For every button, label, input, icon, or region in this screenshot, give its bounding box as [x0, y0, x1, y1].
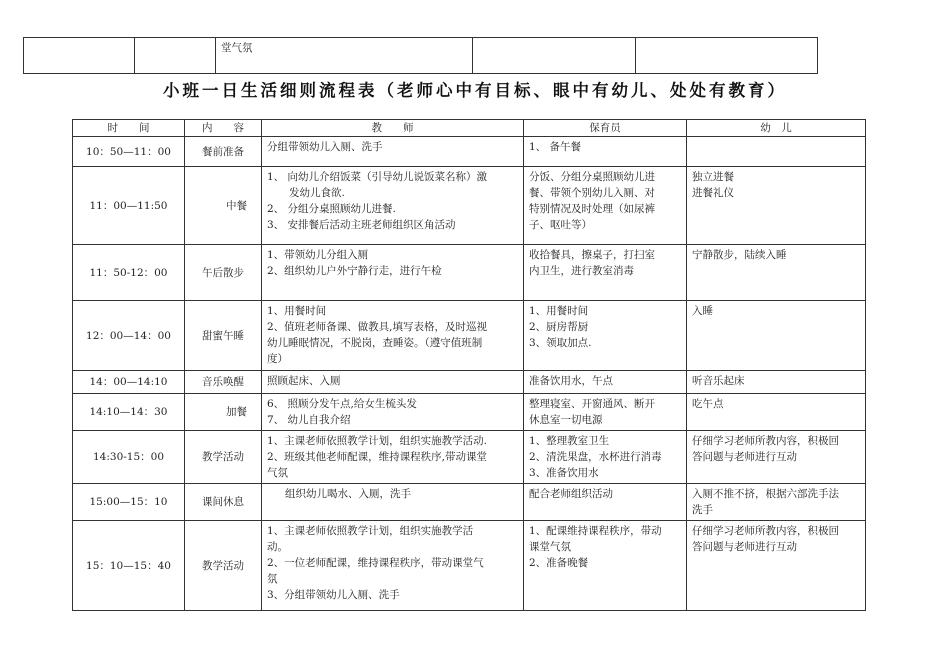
table-row [73, 431, 866, 484]
duty-line: 7、 幼儿自我介绍 [267, 414, 351, 426]
teacher-duties-cell [262, 521, 524, 611]
duty-line: 2、 分组分桌照顾幼儿进餐. [267, 203, 396, 215]
child-duties-cell [687, 484, 866, 521]
child-duties-cell [687, 394, 866, 431]
activity-cell: 教学活动 [185, 431, 262, 484]
duty-line: 宁静散步，陆续入睡 [692, 249, 787, 261]
duty-line: 氛 [267, 573, 278, 585]
activity-cell: 甜蜜午睡 [185, 301, 262, 371]
time-cell: 14：00—14:10 [73, 371, 185, 394]
activity-cell: 音乐唤醒 [185, 371, 262, 394]
table-row [24, 38, 818, 74]
child-duties-cell [687, 431, 866, 484]
duty-line: 1、带领幼儿分组入厕 [267, 249, 369, 261]
duty-line: 1、用餐时间 [529, 305, 589, 317]
table-row [73, 484, 866, 521]
child-duties-cell [687, 371, 866, 394]
duty-line: 内卫生，进行教室消毒 [529, 265, 634, 277]
duty-line: 1、配课维持课程秩序，带动 [529, 525, 662, 537]
activity-cell: 课间休息 [185, 484, 262, 521]
duty-line: 答问题与老师进行互动 [692, 541, 797, 553]
table-cell [473, 38, 636, 74]
duty-line: 2、班级其他老师配课，维持课程秩序,带动课堂 [267, 451, 488, 463]
duty-line: 餐、带领个别幼儿入厕、对 [529, 187, 655, 199]
column-header-teacher: 教 师 [262, 120, 524, 137]
child-duties-cell [687, 137, 866, 167]
duty-line: 分组带领幼儿入厕、洗手 [267, 141, 383, 153]
table-header-row [73, 120, 866, 137]
caregiver-duties-cell [524, 137, 687, 167]
table-cell [24, 38, 135, 74]
duty-line: 3、 安排餐后活动主班老师组织区角活动 [267, 219, 456, 231]
duty-line: 3、领取加点. [529, 337, 592, 349]
duty-line: 幼儿睡眠情况，不脱岗，查睡姿。（遵守值班制 [267, 337, 483, 349]
duty-line: 2、清洗果盘，水杯进行消毒 [529, 451, 662, 463]
teacher-duties-cell [262, 371, 524, 394]
caregiver-duties-cell [524, 521, 687, 611]
duty-line: 仔细学习老师所教内容，积极回 [692, 435, 839, 447]
duty-line: 1、 备午餐 [529, 141, 582, 153]
child-duties-cell [687, 245, 866, 301]
previous-page-table-fragment [23, 37, 818, 74]
caregiver-duties-cell [524, 484, 687, 521]
table-row [73, 394, 866, 431]
caregiver-duties-cell [524, 301, 687, 371]
table-cell [135, 38, 216, 74]
caregiver-duties-cell [524, 431, 687, 484]
duty-line: 动。 [267, 541, 288, 553]
table-row [73, 521, 866, 611]
time-cell: 11：50-12：00 [73, 245, 185, 301]
duty-line: 答问题与老师进行互动 [692, 451, 797, 463]
activity-cell: 加餐 [185, 394, 262, 431]
duty-line: 1、整理教室卫生 [529, 435, 610, 447]
duty-line: 子、呕吐等） [529, 219, 592, 231]
duty-line: 特别情况及时处理（如尿裤 [529, 203, 655, 215]
caregiver-duties-cell [524, 371, 687, 394]
column-header-time: 时 间 [73, 120, 185, 137]
duty-line: 分饭、分组分桌照顾幼儿进 [529, 171, 655, 183]
caregiver-duties-cell [524, 167, 687, 245]
duty-line: 2、一位老师配课，维持课程秩序，带动课堂气 [267, 557, 484, 569]
teacher-duties-cell [262, 301, 524, 371]
duty-line: 收拾餐具，擦桌子，打扫室 [529, 249, 655, 261]
child-duties-cell [687, 521, 866, 611]
column-header-caregiver: 保育员 [524, 120, 687, 137]
time-cell: 12：00—14：00 [73, 301, 185, 371]
child-duties-cell [687, 167, 866, 245]
duty-line: 准备饮用水，午点 [529, 375, 613, 387]
duty-line: 洗手 [692, 504, 713, 516]
duty-line: 配合老师组织活动 [529, 488, 613, 500]
table-cell: 堂气氛 [216, 38, 473, 74]
duty-line: 入厕不推不挤，根据六部洗手法 [692, 488, 839, 500]
duty-line: 2、厨房帮厨 [529, 321, 589, 333]
activity-cell: 午后散步 [185, 245, 262, 301]
teacher-duties-cell [262, 245, 524, 301]
duty-line: 入睡 [692, 305, 713, 317]
caregiver-duties-cell [524, 394, 687, 431]
time-cell: 14:10—14：30 [73, 394, 185, 431]
duty-line: 2、组织幼儿户外宁静行走，进行午检 [267, 265, 442, 277]
column-header-child: 幼 儿 [687, 120, 866, 137]
duty-line: 1、 向幼儿介绍饭菜（引导幼儿说饭菜名称）激 [267, 171, 488, 183]
table-row [73, 301, 866, 371]
table-cell [636, 38, 818, 74]
teacher-duties-cell [262, 394, 524, 431]
duty-line: 整理寝室、开窗通风、断开 [529, 398, 655, 410]
duty-line: 2、准备晚餐 [529, 557, 589, 569]
child-duties-cell [687, 301, 866, 371]
activity-cell: 中餐 [185, 167, 262, 245]
time-cell: 15：10—15：40 [73, 521, 185, 611]
duty-line: 2、值班老师备课、做教具,填写表格，及时巡视 [267, 321, 488, 333]
duty-line: 1、主课老师依照教学计划，组织实施教学活动. [267, 435, 488, 447]
teacher-duties-cell [262, 167, 524, 245]
duty-line: 休息室一切电源 [529, 414, 603, 426]
activity-cell: 餐前准备 [185, 137, 262, 167]
caregiver-duties-cell [524, 245, 687, 301]
duty-line: 课堂气氛 [529, 541, 571, 553]
daily-schedule-table [72, 119, 866, 611]
duty-line: 组织幼儿喝水、入厕，洗手 [285, 488, 411, 500]
time-cell: 10：50—11：00 [73, 137, 185, 167]
column-header-item: 内 容 [185, 120, 262, 137]
activity-cell: 教学活动 [185, 521, 262, 611]
table-row [73, 167, 866, 245]
duty-line: 仔细学习老师所教内容，积极回 [692, 525, 839, 537]
duty-line: 吃午点 [692, 398, 724, 410]
duty-line: 独立进餐 [692, 171, 734, 183]
time-cell: 14:30-15：00 [73, 431, 185, 484]
teacher-duties-cell [262, 137, 524, 167]
teacher-duties-cell [262, 431, 524, 484]
schedule-body [73, 137, 866, 611]
duty-line: 听音乐起床 [692, 375, 745, 387]
duty-line: 照顾起床、入厕 [267, 375, 341, 387]
table-row [73, 245, 866, 301]
page-title: 小班一日生活细则流程表（老师心中有目标、眼中有幼儿、处处有教育） [163, 81, 787, 100]
duty-line: 1、主课老师依照教学计划，组织实施教学活 [267, 525, 474, 537]
duty-line: 3、准备饮用水 [529, 467, 599, 479]
duty-line: 3、分组带领幼儿入厕、洗手 [267, 589, 400, 601]
teacher-duties-cell [262, 484, 524, 521]
duty-line: 发幼儿食欲. [289, 187, 345, 199]
duty-line: 1、用餐时间 [267, 305, 327, 317]
duty-line: 度） [267, 353, 288, 365]
duty-line: 6、 照顾分发午点,给女生梳头发 [267, 398, 417, 410]
duty-line: 进餐礼仪 [692, 187, 734, 199]
time-cell: 15:00—15：10 [73, 484, 185, 521]
table-row [73, 371, 866, 394]
time-cell: 11：00—11:50 [73, 167, 185, 245]
table-row [73, 137, 866, 167]
duty-line: 气氛 [267, 467, 288, 479]
